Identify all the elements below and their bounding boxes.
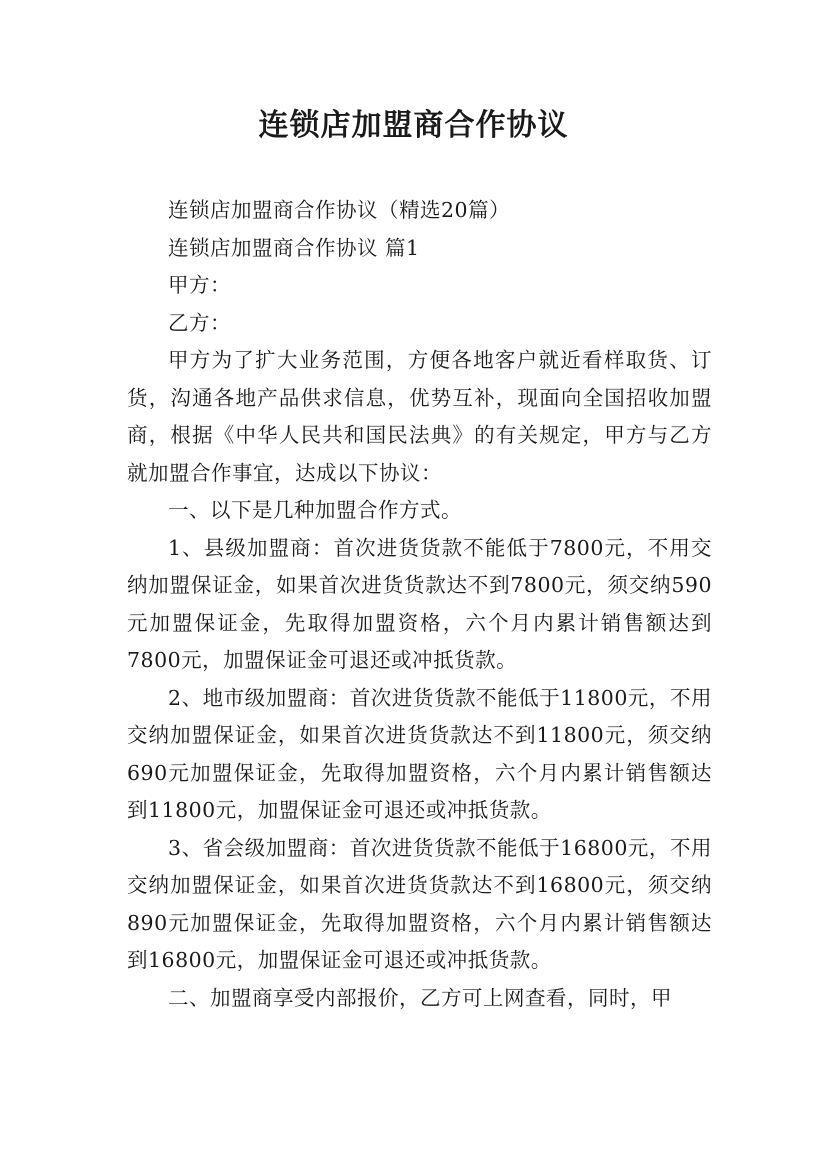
paragraph-preamble: 甲方为了扩大业务范围，方便各地客户就近看样取货、订货，沟通各地产品供求信息，优势互补，现面向全国招收加盟商，根据《中华人民共和国民法典》的有关规定，甲方与乙方就加盟合作事宜，达成以下协议： xyxy=(127,348,712,485)
paragraph-section-heading: 连锁店加盟商合作协议 篇1 xyxy=(168,235,420,260)
paragraph-clause-2: 二、加盟商享受内部报价，乙方可上网查看，同时，甲 xyxy=(168,985,672,1010)
paragraph-party-b: 乙方： xyxy=(168,310,231,335)
document-body xyxy=(127,192,712,1017)
paragraph-clause-1: 一、以下是几种加盟合作方式。 xyxy=(168,498,462,522)
paragraph-party-a: 甲方： xyxy=(168,273,231,297)
paragraph-provincial-dealer: 3、省会级加盟商：首次进货货款不能低于16800元，不用交纳加盟保证金，如果首次进货货款达不到16800元，须交纳890元加盟保证金，先取得加盟资格，六个月内累计销售额达到16800元，加盟保证金可退还或冲抵货款。 xyxy=(127,835,712,972)
paragraph-county-dealer: 1、县级加盟商：首次进货货款不能低于7800元，不用交纳加盟保证金，如果首次进货货款达不到7800元，须交纳590元加盟保证金，先取得加盟资格，六个月内累计销售额达到7800元，加盟保证金可退还或冲抵货款。 xyxy=(127,535,712,672)
paragraph-subtitle: 连锁店加盟商合作协议（精选20篇） xyxy=(168,198,511,222)
paragraph-city-dealer: 2、地市级加盟商：首次进货货款不能低于11800元，不用交纳加盟保证金，如果首次进货货款达不到11800元，须交纳690元加盟保证金，先取得加盟资格，六个月内累计销售额达到11800元，加盟保证金可退还或冲抵货款。 xyxy=(127,685,712,822)
document-title: 连锁店加盟商合作协议 xyxy=(258,108,569,143)
